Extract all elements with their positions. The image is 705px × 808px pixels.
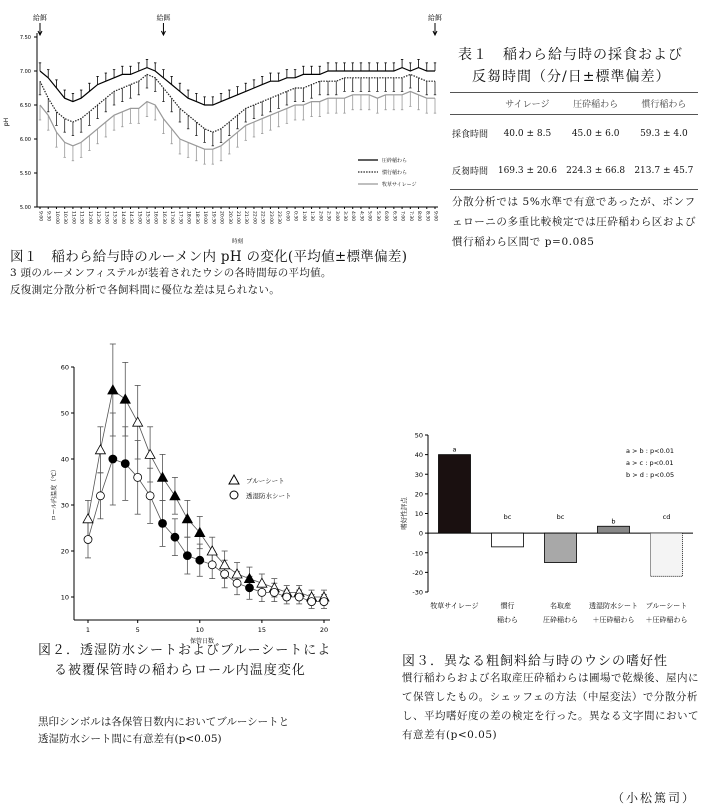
x-tick-label: 9:30 bbox=[45, 211, 51, 222]
table1-header-cell: サイレージ bbox=[493, 93, 561, 115]
y-tick-label: 7.00 bbox=[19, 69, 31, 75]
bar-letter: cd bbox=[662, 513, 671, 522]
y-tick-label: -10 bbox=[412, 549, 423, 558]
x-tick-label: 15:00 bbox=[136, 211, 142, 224]
x-tick-label: 0:30 bbox=[292, 211, 298, 222]
y-tick-label: 10 bbox=[60, 593, 69, 602]
category-label: 圧砕稲わら bbox=[543, 616, 578, 624]
y-tick-label: 30 bbox=[414, 470, 423, 479]
x-tick-label: 13:30 bbox=[111, 211, 117, 224]
circle-marker bbox=[109, 455, 117, 463]
bar-letter: a bbox=[452, 445, 457, 454]
x-tick-label: 23:00 bbox=[267, 211, 273, 224]
table1-cell: 224.3 ± 66.8 bbox=[562, 152, 630, 190]
x-tick-label: 21:00 bbox=[235, 211, 240, 224]
table1 bbox=[450, 92, 698, 190]
figure1-note-2: 反復測定分散分析で各飼料間に優位な差は見られない。 bbox=[10, 284, 280, 296]
table1-cell: 40.0 ± 8.5 bbox=[503, 128, 552, 139]
x-tick-label: 20:30 bbox=[226, 211, 232, 224]
x-tick-label: 0:00 bbox=[284, 211, 290, 222]
circle-marker bbox=[233, 579, 241, 587]
table1-row bbox=[450, 152, 698, 190]
legend-label: 牧草サイレージ bbox=[382, 182, 417, 188]
y-tick-label: 6.00 bbox=[19, 137, 31, 143]
figure2-chart bbox=[50, 355, 350, 645]
x-tick-label: 15:30 bbox=[144, 211, 150, 224]
legend-label: 慣行稲わら bbox=[382, 170, 408, 176]
x-tick-label: 12:30 bbox=[95, 211, 101, 224]
x-tick-label: 10 bbox=[195, 626, 204, 634]
table1-cell: 213.7 ± 45.7 bbox=[630, 152, 698, 190]
x-tick-label: 18:30 bbox=[193, 211, 199, 224]
bar bbox=[651, 533, 683, 576]
figure1-note-1: 3 頭のルーメンフィステルが装着されたウシの各時間毎の平均値。 bbox=[10, 267, 332, 279]
triangle-marker bbox=[170, 491, 180, 500]
x-tick-label: 2:30 bbox=[325, 211, 331, 222]
table1-cell: 169.3 ± 20.6 bbox=[493, 152, 561, 190]
figure1-chart bbox=[0, 0, 450, 245]
figure2-note-2: 透湿防水シート間に有意差有(p<0.05) bbox=[38, 733, 222, 745]
circle-marker bbox=[159, 519, 167, 527]
triangle-marker bbox=[244, 574, 254, 583]
bar-letter: bc bbox=[503, 513, 512, 522]
table1-title bbox=[458, 44, 698, 88]
triangle-marker bbox=[108, 385, 118, 394]
category-label: 牧草サイレージ bbox=[430, 602, 479, 610]
triangle-marker bbox=[120, 394, 130, 403]
circle-marker bbox=[320, 598, 328, 606]
circle-marker bbox=[183, 552, 191, 560]
x-tick-label: 5 bbox=[135, 626, 140, 634]
y-tick-label: 50 bbox=[414, 431, 423, 440]
x-tick-label: 10:30 bbox=[62, 211, 68, 224]
x-tick-label: 4:00 bbox=[350, 211, 356, 222]
legend-triangle-marker bbox=[229, 475, 239, 484]
figure3-chart bbox=[378, 422, 705, 647]
circle-marker bbox=[245, 584, 253, 592]
author: （小松篤司） bbox=[612, 791, 697, 805]
triangle-marker bbox=[158, 472, 168, 481]
bar-letter: b bbox=[611, 517, 616, 526]
bar bbox=[545, 533, 577, 562]
circle-marker bbox=[196, 556, 204, 564]
circle-marker bbox=[121, 460, 129, 468]
y-tick-label: 5.50 bbox=[19, 171, 31, 177]
series-line bbox=[88, 459, 324, 602]
table1-title-line1: 表１ 稲わら給与時の採食および bbox=[458, 47, 683, 63]
significance-note: a > b : p<0.01 bbox=[626, 447, 675, 455]
circle-marker bbox=[221, 570, 229, 578]
x-tick-label: 17:30 bbox=[177, 211, 183, 224]
x-tick-label: 7:00 bbox=[399, 211, 405, 222]
x-tick-label: 22:00 bbox=[251, 211, 257, 224]
table1-header-cell bbox=[450, 93, 493, 115]
x-tick-label: 14:00 bbox=[119, 211, 125, 224]
y-tick-label: 40 bbox=[60, 455, 69, 464]
x-tick-label: 21:30 bbox=[243, 211, 249, 224]
x-axis-label: 保管日数 bbox=[189, 638, 215, 645]
feeding-annotation: 給餌 bbox=[156, 14, 171, 22]
y-tick-label: 20 bbox=[60, 547, 69, 556]
significance-note: b > d : p<0.05 bbox=[626, 471, 675, 479]
table1-row-header: 採食時間 bbox=[452, 130, 489, 140]
x-tick-label: 1 bbox=[85, 626, 91, 634]
triangle-marker bbox=[182, 514, 192, 523]
circle-marker bbox=[146, 492, 154, 500]
triangle-marker bbox=[95, 445, 105, 454]
figure2-caption bbox=[38, 641, 378, 681]
category-label: 透湿防水シート bbox=[589, 602, 638, 610]
circle-marker bbox=[308, 598, 316, 606]
figure2-title-line1: 図２．透湿防水シートおよびブルーシートによ bbox=[38, 643, 332, 658]
y-tick-label: -30 bbox=[412, 588, 423, 597]
y-axis-label: ロール内温度（℃） bbox=[51, 466, 58, 521]
x-tick-label: 18:00 bbox=[185, 211, 191, 224]
circle-marker bbox=[171, 533, 179, 541]
figure2-note-1: 黒印シンボルは各保管日数内においてブルーシートと bbox=[38, 716, 290, 728]
x-tick-label: 15 bbox=[257, 626, 267, 634]
table1-header-cell: 慣行稲わら bbox=[630, 93, 698, 115]
x-tick-label: 19:30 bbox=[210, 211, 216, 224]
y-axis-label: 嗜好性評点 bbox=[400, 497, 408, 530]
figure1-caption bbox=[10, 245, 450, 299]
x-tick-label: 3:30 bbox=[341, 211, 347, 222]
category-label: ＋圧砕稲わら bbox=[592, 616, 635, 624]
triangle-marker bbox=[207, 546, 217, 555]
x-tick-label: 16:30 bbox=[160, 211, 166, 224]
bar bbox=[598, 526, 630, 533]
x-tick-label: 11:30 bbox=[78, 211, 84, 224]
x-tick-label: 8:30 bbox=[424, 211, 430, 222]
y-tick-label: 20 bbox=[414, 490, 423, 499]
bar bbox=[439, 455, 471, 534]
category-label: ＋圧砕稲わら bbox=[645, 616, 688, 624]
circle-marker bbox=[84, 536, 92, 544]
figure1-title: 図１ 稲わら給与時のルーメン内 pH の変化(平均値±標準偏差) bbox=[10, 249, 408, 265]
circle-marker bbox=[258, 588, 266, 596]
y-tick-label: 7.50 bbox=[19, 35, 31, 41]
bar-letter: bc bbox=[556, 513, 565, 522]
y-tick-label: 10 bbox=[414, 510, 423, 518]
x-tick-label: 4:30 bbox=[358, 211, 364, 222]
x-tick-label: 7:30 bbox=[407, 211, 413, 222]
triangle-marker bbox=[83, 514, 93, 523]
x-tick-label: 5:30 bbox=[374, 211, 380, 222]
x-tick-label: 20 bbox=[319, 626, 329, 634]
table1-row-header: 反芻時間 bbox=[450, 152, 493, 190]
category-label: 稲わら bbox=[497, 616, 518, 624]
x-tick-label: 1:30 bbox=[309, 211, 315, 222]
circle-marker bbox=[295, 593, 303, 601]
x-tick-label: 10:00 bbox=[53, 211, 59, 224]
legend-label: 圧砕稲わら bbox=[382, 158, 408, 164]
figure2-title-line2: る被覆保管時の稲わらロール内温度変化 bbox=[54, 663, 306, 678]
circle-marker bbox=[283, 593, 291, 601]
table1-row bbox=[450, 115, 698, 153]
x-tick-label: 5:00 bbox=[366, 211, 372, 222]
x-tick-label: 9:00 bbox=[432, 211, 438, 222]
figure3-note: 慣行稲わらおよび名取産圧砕稲わらは圃場で乾燥後、屋内にて保管したもの。シェッフェの方法（中屋変法）で分散分析し、平均嗜好度の差の検定を行った。異なる文字間において有意差有(p<0.05) bbox=[402, 672, 699, 741]
legend-circle-marker bbox=[230, 491, 238, 499]
x-tick-label: 6:00 bbox=[383, 211, 389, 222]
table1-header-row bbox=[450, 93, 698, 115]
circle-marker bbox=[96, 492, 104, 500]
triangle-marker bbox=[232, 569, 242, 578]
y-tick-label: 60 bbox=[60, 363, 69, 372]
x-tick-label: 17:00 bbox=[169, 211, 175, 224]
table1-header-cell: 圧砕稲わら bbox=[562, 93, 630, 115]
x-tick-label: 19:00 bbox=[202, 211, 208, 224]
y-tick-label: -20 bbox=[412, 568, 423, 577]
x-tick-label: 23:30 bbox=[276, 211, 282, 224]
x-axis-label: 時刻 bbox=[231, 239, 244, 245]
category-label: 名取産 bbox=[550, 602, 571, 610]
circle-marker bbox=[208, 561, 216, 569]
y-tick-label: 5.00 bbox=[19, 205, 31, 211]
y-tick-label: 50 bbox=[60, 409, 69, 418]
x-tick-label: 20:00 bbox=[218, 211, 224, 224]
x-tick-label: 13:00 bbox=[103, 211, 109, 224]
x-tick-label: 12:00 bbox=[86, 211, 92, 224]
table1-cell: 45.0 ± 6.0 bbox=[571, 128, 620, 139]
x-tick-label: 14:30 bbox=[128, 211, 134, 224]
category-label: 慣行 bbox=[500, 602, 515, 610]
feeding-annotation: 給餌 bbox=[428, 14, 442, 22]
x-tick-label: 16:00 bbox=[152, 211, 158, 224]
y-tick-label: 0 bbox=[418, 529, 423, 538]
x-tick-label: 6:30 bbox=[391, 211, 397, 222]
table1-title-line2: 反芻時間（分/日±標準偏差） bbox=[472, 69, 671, 85]
y-tick-label: 6.50 bbox=[19, 103, 31, 109]
y-tick-label: 40 bbox=[414, 451, 423, 460]
x-tick-label: 9:00 bbox=[37, 211, 43, 222]
y-tick-label: 30 bbox=[60, 501, 69, 510]
triangle-marker bbox=[257, 578, 267, 587]
circle-marker bbox=[134, 473, 142, 481]
x-tick-label: 2:00 bbox=[317, 211, 323, 222]
x-tick-label: 8:00 bbox=[416, 211, 422, 222]
figure3-caption: 図３．異なる粗飼料給与時のウシの嗜好性 bbox=[402, 654, 669, 669]
significance-note: a > c : p<0.01 bbox=[626, 459, 674, 467]
x-tick-label: 3:00 bbox=[333, 211, 339, 222]
table1-note: 分散分析では 5%水準で有意であったが、ボンフェローニの多重比較検定では圧砕稲わら区および慣行稲わら区間で p=0.085 bbox=[452, 196, 697, 248]
y-axis-label: pH bbox=[3, 117, 10, 127]
category-label: ブルーシート bbox=[645, 602, 688, 610]
x-tick-label: 22:30 bbox=[259, 211, 265, 224]
legend-label: 透湿防水シート bbox=[246, 492, 292, 500]
figure2-note bbox=[38, 714, 378, 748]
legend-label: ブルーシート bbox=[246, 477, 285, 485]
bar bbox=[492, 533, 524, 547]
circle-marker bbox=[270, 588, 278, 596]
x-tick-label: 1:00 bbox=[300, 211, 306, 222]
feeding-annotation: 給餌 bbox=[33, 14, 47, 22]
triangle-marker bbox=[133, 417, 143, 426]
table1-cell: 59.3 ± 4.0 bbox=[640, 128, 688, 139]
triangle-marker bbox=[145, 449, 155, 458]
x-tick-label: 11:00 bbox=[70, 211, 76, 224]
